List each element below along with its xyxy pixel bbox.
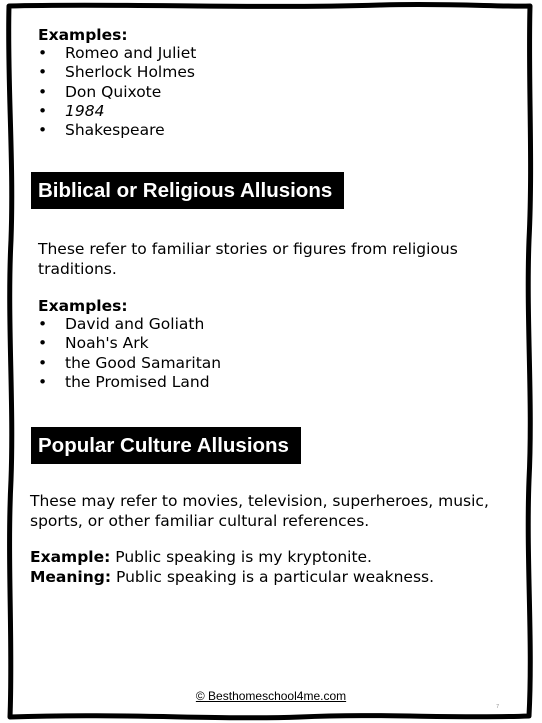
example-line: [30, 548, 500, 568]
bullet-icon: •: [38, 121, 48, 140]
bullet-icon: •: [38, 63, 48, 82]
list-item: [38, 83, 338, 102]
page-number: 7: [496, 704, 500, 710]
list-item: [38, 121, 338, 140]
list-item: [38, 334, 338, 353]
bullet-icon: •: [38, 372, 48, 391]
list-item: [38, 354, 338, 373]
list-item-label: Sherlock Holmes: [65, 63, 195, 82]
meaning-line: [30, 568, 500, 588]
popular-culture-description: These may refer to movies, television, superheroes, music, sports, or other familiar cultural references.: [30, 492, 489, 530]
biblical-examples-list: [38, 315, 338, 392]
meaning-text: Public speaking is a particular weakness.: [116, 568, 435, 586]
list-item-label: the Promised Land: [65, 372, 210, 391]
footer-copyright-link[interactable]: © Besthomeschool4me.com: [195, 689, 347, 703]
bullet-icon: •: [38, 82, 48, 101]
example-label: Example:: [30, 548, 111, 566]
list-item-label: David and Goliath: [65, 315, 205, 333]
popular-culture-heading: Popular Culture Allusions: [31, 427, 301, 464]
biblical-description: These refer to familiar stories or figures from religious traditions.: [38, 240, 458, 278]
list-item: [38, 315, 338, 334]
literary-examples-label: Examples:: [38, 26, 128, 44]
list-item-label: the Good Samaritan: [65, 353, 222, 372]
bullet-icon: •: [38, 101, 48, 120]
list-item-label: Noah's Ark: [65, 334, 149, 353]
list-item: [38, 44, 338, 63]
list-item-label: Romeo and Juliet: [65, 44, 197, 62]
bullet-icon: •: [38, 334, 48, 353]
list-item-label: 1984: [65, 101, 105, 120]
biblical-examples-label: Examples:: [38, 297, 128, 315]
example-text: Public speaking is my kryptonite.: [115, 548, 372, 566]
bullet-icon: •: [38, 44, 48, 62]
list-item-label: Shakespeare: [65, 121, 165, 140]
list-item-label: Don Quixote: [65, 82, 162, 101]
bullet-icon: •: [38, 315, 48, 333]
bullet-icon: •: [38, 353, 48, 372]
literary-examples-list: [38, 44, 338, 140]
biblical-heading: Biblical or Religious Allusions: [31, 172, 344, 209]
list-item: [38, 373, 338, 392]
list-item: [38, 102, 338, 121]
meaning-label: Meaning:: [30, 568, 112, 586]
list-item: [38, 63, 338, 82]
